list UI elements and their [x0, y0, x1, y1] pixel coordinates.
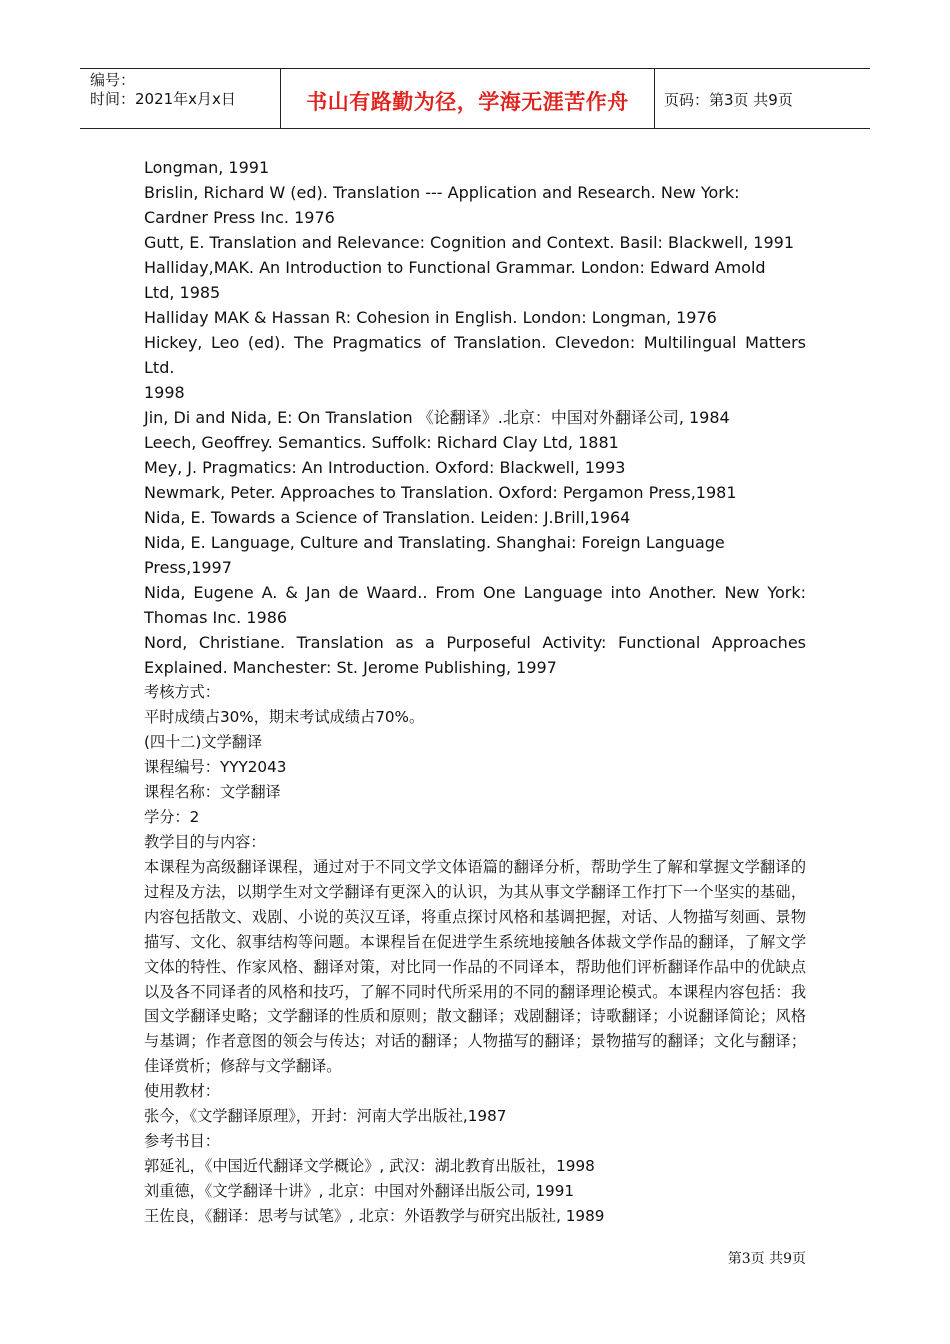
ref-line: Mey, J. Pragmatics: An Introduction. Oxford: Blackwell, 1993 [144, 458, 626, 477]
assessment-label: 考核方式： [144, 683, 220, 701]
course-code: 课程编号：YYY2043 [144, 758, 287, 776]
ref-line: Ltd, 1985 [144, 283, 221, 302]
ref-line: Longman, 1991 [144, 158, 270, 177]
page-footer: 第3页 共9页 [727, 1251, 806, 1267]
ref-line: Nord, Christiane. Translation as a Purposeful Activity: Functional Approaches [144, 633, 806, 652]
course-name: 课程名称：文学翻译 [144, 783, 281, 801]
ref-line: Thomas Inc. 1986 [144, 608, 288, 627]
objectives-label: 教学目的与内容： [144, 833, 266, 851]
ref-line: Nida, E. Towards a Science of Translation. Leiden: J.Brill,1964 [144, 508, 631, 527]
ref-line: Press,1997 [144, 558, 232, 577]
ref-zh-line: 刘重德，《文学翻译十讲》, 北京：中国对外翻译出版公司, 1991 [144, 1182, 575, 1201]
document-body [144, 155, 806, 1229]
objectives-paragraph: 本课程为高级翻译课程，通过对于不同文学文体语篇的翻译分析，帮助学生了解和掌握文学翻译的过程及方法，以期学生对文学翻译有更深入的认识，为其从事文学翻译工作打下一个坚实的基础，内容包括散文、戏剧、小说的英汉互译，将重点探讨风格和基调把握，对话、人物描写刻画、景物描写、文化、叙事结构等问题。本课程旨在促进学生系统地接触各体裁文学作品的翻译，了解文学文体的特性、作家风格、翻译对策，对比同一作品的不同译本，帮助他们评析翻译作品中的优缺点以及各不同译者的风格和技巧，了解不同时代所采用的不同的翻译理论模式。本课程内容包括：我国文学翻译史略；文学翻译的性质和原则；散文翻译；戏剧翻译；诗歌翻译；小说翻译简论；风格与基调；作者意图的领会与传达；对话的翻译；人物描写的翻译；景物描写的翻译；文化与翻译；佳译赏析；修辞与文学翻译。 [144, 858, 806, 1076]
course-credits: 学分：2 [144, 808, 200, 826]
ref-line: Hickey, Leo (ed). The Pragmatics of Translation. Clevedon: Multilingual Matters [144, 333, 806, 352]
ref-line: Gutt, E. Translation and Relevance: Cognition and Context. Basil: Blackwell, 1991 [144, 233, 795, 252]
number-label: 编号： [90, 71, 136, 89]
references-label: 参考书目： [144, 1132, 220, 1151]
ref-zh-line: 王佐良，《翻译：思考与试笔》, 北京：外语教学与研究出版社, 1989 [144, 1207, 605, 1226]
ref-line: Jin, Di and Nida, E: On Translation 《论翻译》.北京：中国对外翻译公司, 1984 [144, 408, 730, 427]
header-left-cell [80, 69, 281, 128]
ref-line: Halliday MAK & Hassan R: Cohesion in English. London: Longman, 1976 [144, 308, 717, 327]
ref-line: Explained. Manchester: St. Jerome Publishing, 1997 [144, 658, 557, 677]
page-header [80, 68, 870, 129]
page-info: 页码：第3页 共9页 [664, 91, 793, 109]
ref-line: Halliday,MAK. An Introduction to Functional Grammar. London: Edward Amold [144, 258, 766, 277]
ref-line: Leech, Geoffrey. Semantics. Suffolk: Richard Clay Ltd, 1881 [144, 433, 619, 452]
ref-line: Brislin, Richard W (ed). Translation --- Application and Research. New York: [144, 183, 740, 202]
ref-line: Ltd. [144, 358, 175, 377]
textbook-label: 使用教材： [144, 1082, 220, 1101]
assessment-text: 平时成绩占30%，期末考试成绩占70%。 [144, 708, 425, 726]
course-heading: (四十二)文学翻译 [144, 733, 263, 751]
ref-line: 1998 [144, 383, 185, 402]
ref-line: Newmark, Peter. Approaches to Translation. Oxford: Pergamon Press,1981 [144, 483, 737, 502]
ref-line: Cardner Press Inc. 1976 [144, 208, 335, 227]
ref-line: Nida, Eugene A. & Jan de Waard.. From One Language into Another. New York: [144, 583, 806, 602]
ref-line: Nida, E. Language, Culture and Translating. Shanghai: Foreign Language [144, 533, 725, 552]
motto: 书山有路勤为径，学海无涯苦作舟 [281, 69, 655, 128]
ref-zh-line: 郭延礼，《中国近代翻译文学概论》, 武汉：湖北教育出版社，1998 [144, 1157, 595, 1176]
textbook-text: 张今，《文学翻译原理》，开封：河南大学出版社,1987 [144, 1107, 507, 1126]
time-label: 时间：2021年x月x日 [90, 90, 236, 108]
